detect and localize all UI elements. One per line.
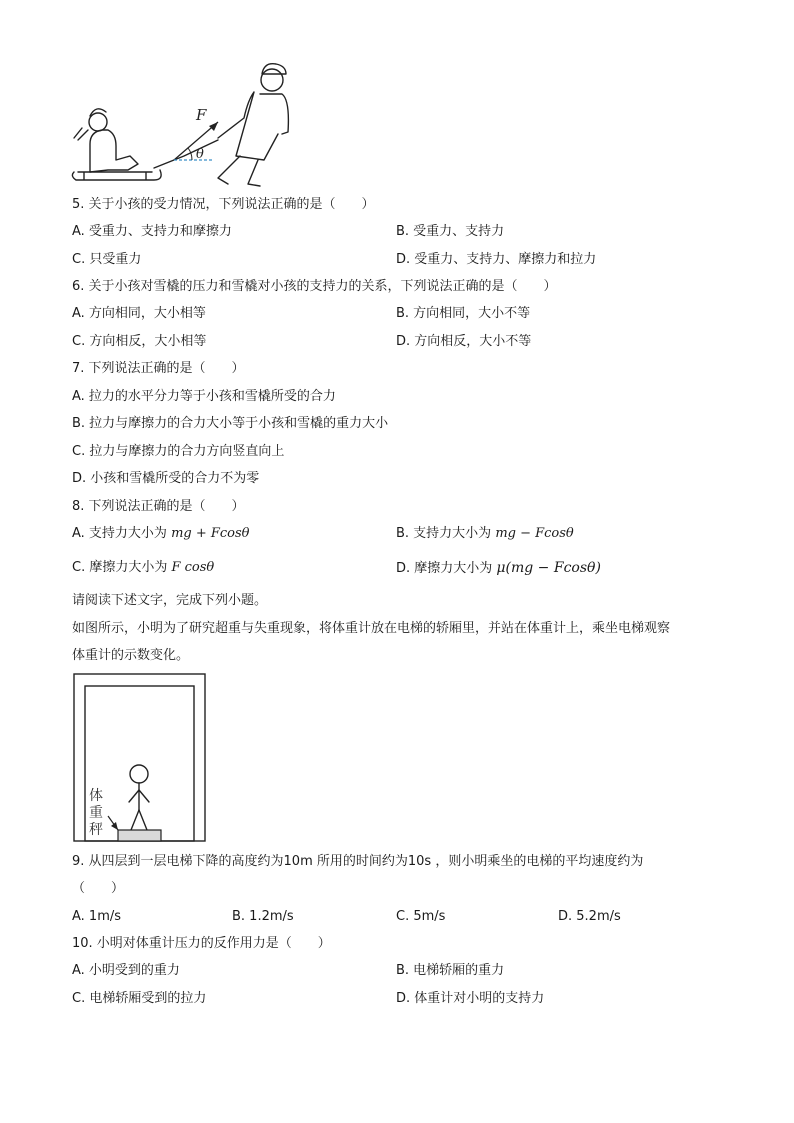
- q8-option-c-prefix: C. 摩擦力大小为: [72, 560, 168, 575]
- q8-option-a-formula: mg + Fcosθ: [171, 526, 250, 541]
- scale-label-1: 体: [89, 788, 103, 804]
- q10-option-b: B. 电梯轿厢的重力: [396, 963, 505, 978]
- intro-line-2: 如图所示，小明为了研究超重与失重现象，将体重计放在电梯的轿厢里，并站在体重计上，乘坐电梯观察: [72, 621, 671, 636]
- q8-option-c-formula: F cosθ: [171, 560, 215, 575]
- q9-option-b: B. 1.2m/s: [232, 909, 294, 924]
- q5-option-b: B. 受重力、支持力: [396, 224, 505, 239]
- q5-option-a: A. 受重力、支持力和摩擦力: [72, 224, 232, 239]
- intro-line-3: 体重计的示数变化。: [72, 648, 190, 663]
- intro-line-1: 请阅读下述文字，完成下列小题。: [72, 593, 268, 608]
- q6-option-d: D. 方向相反，大小不等: [396, 334, 532, 349]
- q9-option-c: C. 5m/s: [396, 909, 446, 924]
- force-label: F: [196, 106, 207, 124]
- q7-option-d: D. 小孩和雪橇所受的合力不为零: [72, 471, 260, 486]
- q8-option-d-prefix: D. 摩擦力大小为: [396, 561, 493, 576]
- q8-option-a: [72, 525, 250, 543]
- q6-option-c: C. 方向相反，大小相等: [72, 334, 207, 349]
- q8-option-a-prefix: A. 支持力大小为: [72, 526, 167, 541]
- q7-option-a: A. 拉力的水平分力等于小孩和雪橇所受的合力: [72, 389, 336, 404]
- q9-option-d: D. 5.2m/s: [558, 909, 621, 924]
- xiaoming-stick-figure: [129, 765, 149, 830]
- q6-option-a: A. 方向相同，大小相等: [72, 306, 206, 321]
- elevator-figure: [72, 672, 208, 844]
- q9-option-a: A. 1m/s: [72, 909, 122, 924]
- scale-label-2: 重: [89, 805, 103, 821]
- sled: [72, 170, 161, 180]
- q7-option-b: B. 拉力与摩擦力的合力大小等于小孩和雪橇的重力大小: [72, 416, 389, 431]
- q5-option-d: D. 受重力、支持力、摩擦力和拉力: [396, 252, 597, 267]
- q8-option-b-prefix: B. 支持力大小为: [396, 526, 492, 541]
- q10-option-c: C. 电梯轿厢受到的拉力: [72, 991, 207, 1006]
- q6-stem: 6. 关于小孩对雪橇的压力和雪橇对小孩的支持力的关系，下列说法正确的是（ ）: [72, 279, 557, 294]
- q6-option-b: B. 方向相同，大小不等: [396, 306, 531, 321]
- q7-stem: 7. 下列说法正确的是（ ）: [72, 361, 245, 376]
- q8-option-c: [72, 559, 214, 577]
- q8-option-b-formula: mg − Fcosθ: [495, 526, 574, 541]
- sled-pulling-figure: [68, 60, 303, 190]
- q5-option-c: C. 只受重力: [72, 252, 142, 267]
- q8-stem: 8. 下列说法正确的是（ ）: [72, 499, 245, 514]
- q10-option-a: A. 小明受到的重力: [72, 963, 180, 978]
- q9-stem: 9. 从四层到一层电梯下降的高度约为10m 所用的时间约为10s ，则小明乘坐的电梯的平均速度约为: [72, 854, 644, 869]
- q8-option-b: [396, 525, 574, 543]
- q8-option-d: [396, 559, 601, 578]
- q10-stem: 10. 小明对体重计压力的反作用力是（ ）: [72, 936, 331, 951]
- q10-option-d: D. 体重计对小明的支持力: [396, 991, 545, 1006]
- weight-scale: [118, 830, 161, 841]
- child: [90, 130, 138, 172]
- q9-stem-cont: （ ）: [72, 881, 125, 896]
- q7-option-c: C. 拉力与摩擦力的合力方向竖直向上: [72, 444, 285, 459]
- adult: [218, 64, 288, 186]
- angle-label: θ: [196, 147, 204, 162]
- rope: [154, 140, 218, 168]
- scale-label-3: 秤: [89, 822, 103, 838]
- q5-stem: 5. 关于小孩的受力情况，下列说法正确的是（ ）: [72, 197, 375, 212]
- q8-option-d-formula: μ(mg − Fcosθ): [496, 560, 601, 576]
